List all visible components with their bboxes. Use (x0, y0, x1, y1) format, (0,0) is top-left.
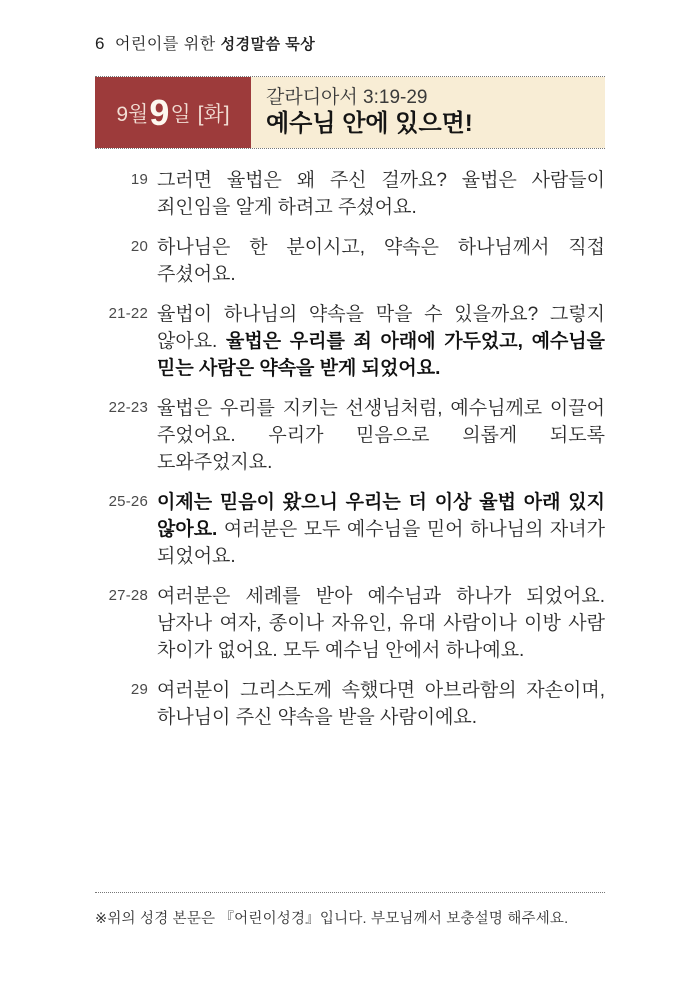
verse-row (95, 167, 605, 221)
verse-number: 21-22 (108, 305, 148, 322)
date-day-number: 9 (149, 91, 170, 133)
verse-segment: 하나님은 한 분이시고, 약속은 하나님께서 직접 주셨어요. (157, 237, 605, 285)
verse-segment: 그러면 율법은 왜 주신 걸까요? 율법은 사람들이 죄인임을 알게 하려고 주셨어요. (157, 170, 605, 218)
scripture-header (251, 77, 605, 148)
verse-number: 19 (130, 171, 148, 188)
date-box (95, 77, 251, 148)
verse-row (95, 583, 605, 664)
verse-text (157, 489, 605, 570)
date-day-label: 일 (170, 102, 191, 126)
verse-row (95, 677, 605, 731)
verse-text (157, 395, 605, 476)
running-head (95, 31, 315, 54)
verse-list (95, 167, 605, 744)
verse-segment: 여러분은 모두 예수님을 믿어 하나님의 자녀가 되었어요. (157, 519, 605, 567)
page-number: 6 (95, 34, 105, 53)
date-month: 9월 (116, 102, 149, 126)
verse-text (157, 301, 605, 382)
scripture-reference: 갈라디아서 3:19-29 (266, 86, 428, 108)
verse-row (95, 234, 605, 288)
book-title-main: 어린이를 위한 (114, 36, 216, 53)
verse-row (95, 489, 605, 570)
date-weekday: [화] (197, 102, 230, 126)
book-title (115, 31, 315, 54)
header-title-box (95, 76, 605, 149)
verse-row (95, 301, 605, 382)
devotion-title: 예수님 안에 있으면! (266, 110, 473, 138)
verse-number: 27-28 (108, 587, 148, 604)
verse-segment: 여러분이 그리스도께 속했다면 아브라함의 자손이며, 하나님이 주신 약속을 받을 사람이에요. (157, 680, 605, 728)
verse-segment: 율법은 우리를 지키는 선생님처럼, 예수님께로 이끌어 주었어요. 우리가 믿음으로 의롭게 되도록 도와주었지요. (157, 398, 605, 473)
verse-text (157, 677, 605, 731)
verse-segment: 율법이 하나님의 약속을 막을 수 있을까요? 그렇지 않아요. (157, 304, 605, 352)
footnote-text: ※위의 성경 본문은 『어린이성경』입니다. 부모님께서 보충설명 해주세요. (95, 911, 569, 927)
verse-row (95, 395, 605, 476)
verse-segment: 여러분은 세례를 받아 예수님과 하나가 되었어요. 남자나 여자, 종이나 자유인, 유대 사람이나 이방 사람 차이가 없어요. 모두 예수님 안에서 하나예요. (157, 586, 605, 661)
verse-text (157, 234, 605, 288)
footnote (95, 892, 605, 928)
verse-text (157, 583, 605, 664)
verse-segment: 율법은 우리를 죄 아래에 가두었고, 예수님을 믿는 사람은 약속을 받게 되었어요. (157, 331, 606, 379)
verse-number: 25-26 (108, 493, 148, 510)
verse-number: 29 (130, 681, 148, 698)
book-title-sub: 성경말씀 묵상 (220, 36, 316, 53)
verse-segment: 이제는 믿음이 왔으니 우리는 더 이상 율법 아래 있지 않아요. (157, 492, 605, 540)
verse-number: 20 (130, 238, 148, 255)
verse-text (157, 167, 605, 221)
verse-number: 22-23 (108, 399, 148, 416)
